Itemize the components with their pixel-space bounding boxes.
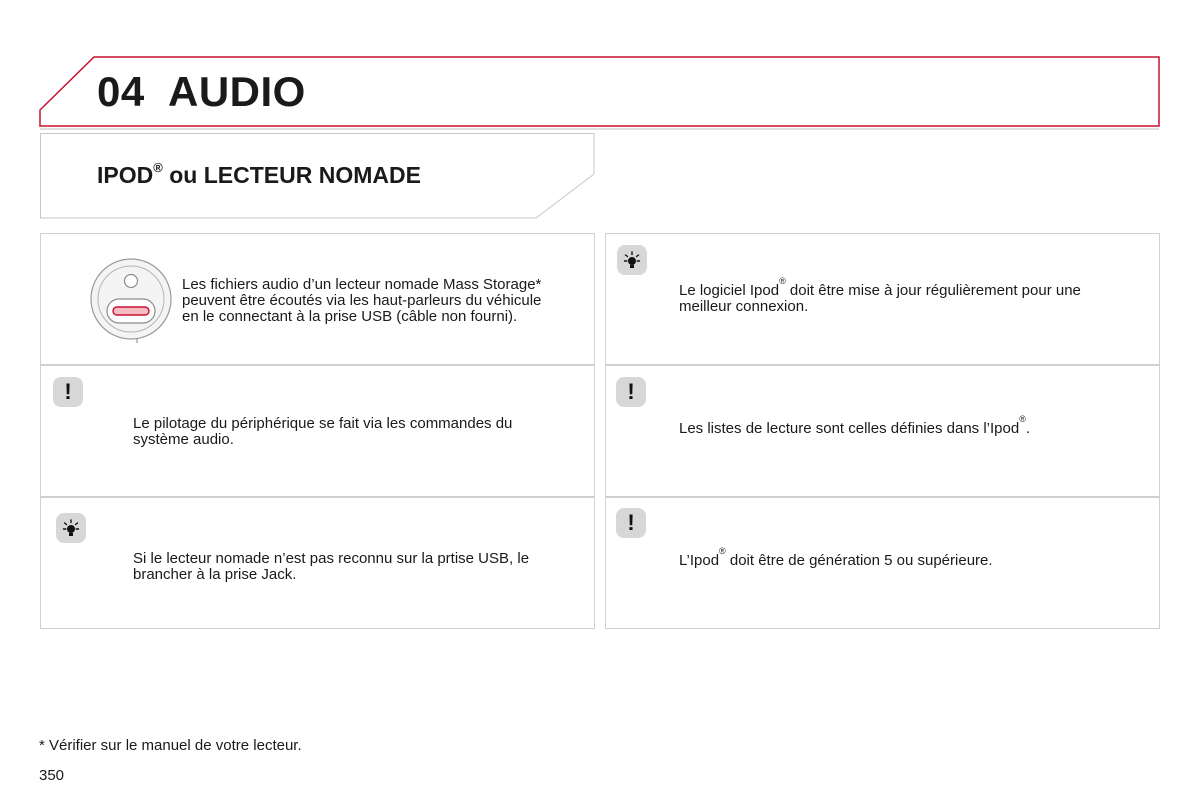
- info-cell-pilotage: [40, 365, 595, 497]
- exclamation-icon: !: [616, 508, 646, 538]
- logiciel-text: Le logiciel Ipod® doit être mise à jour régulièrement pour une meilleur connexion.: [679, 276, 1081, 315]
- pilotage-text: Le pilotage du périphérique se fait via les commandes du système audio.: [133, 415, 513, 448]
- lightbulb-icon: [56, 513, 86, 543]
- usb-port-icon: [89, 257, 173, 343]
- section-title: IPOD® ou LECTEUR NOMADE: [97, 160, 421, 188]
- footnote: * Vérifier sur le manuel de votre lecteur.: [39, 737, 302, 754]
- info-cell-jack: [40, 497, 595, 629]
- info-cell-usb: [40, 233, 595, 365]
- exclamation-icon: !: [53, 377, 83, 407]
- page-number: 350: [39, 767, 65, 784]
- info-cell-listes: [605, 365, 1160, 497]
- jack-text: Si le lecteur nomade n’est pas reconnu sur la prtise USB, le brancher à la prise Jack.: [133, 550, 530, 583]
- exclamation-icon: !: [616, 377, 646, 407]
- lightbulb-icon: [617, 245, 647, 275]
- listes-text: Les listes de lecture sont celles définies dans l’Ipod®.: [679, 414, 1031, 437]
- generation-text: L’Ipod® doit être de génération 5 ou supérieure.: [679, 546, 993, 569]
- info-cell-logiciel: [605, 233, 1160, 365]
- chapter-title: AUDIO: [168, 68, 306, 115]
- chapter-number: 04: [97, 68, 145, 115]
- usb-text: Les fichiers audio d’un lecteur nomade Mass Storage* peuvent être écoutés via les haut-parleurs du véhicule en le connectant à la prise USB (câble non fourni).: [182, 276, 542, 325]
- info-cell-generation: [605, 497, 1160, 629]
